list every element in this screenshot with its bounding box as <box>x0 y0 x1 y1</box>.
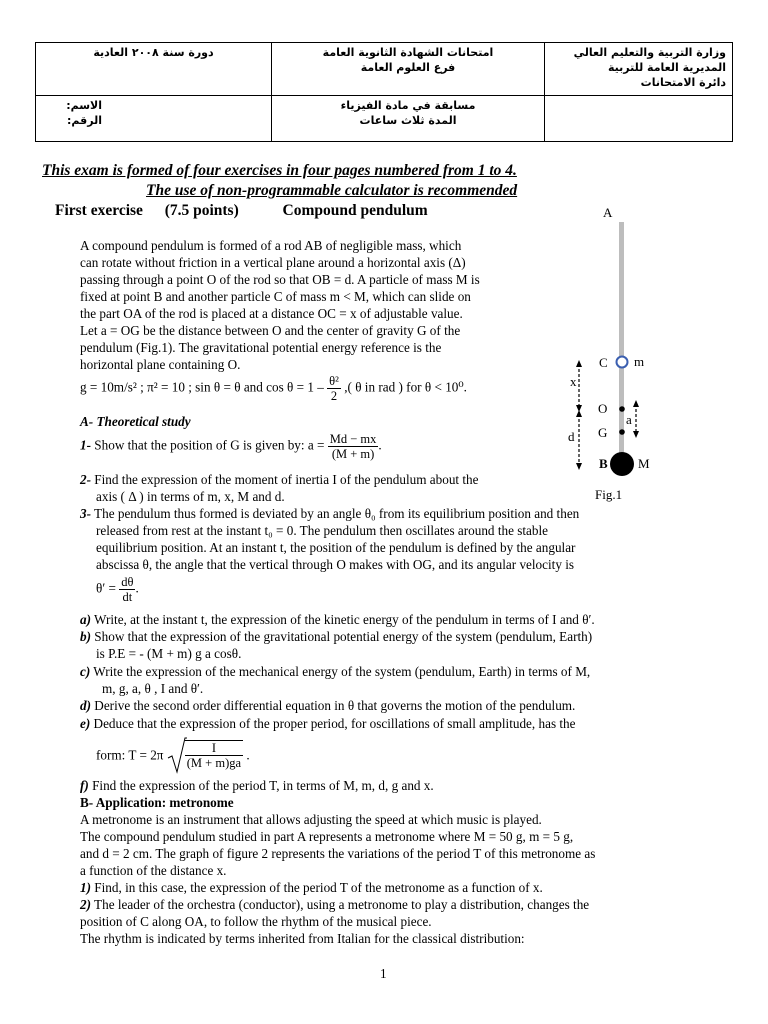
q-text: Show that the position of G is given by: a = <box>91 437 325 453</box>
theta-squared-fraction: $\frac{\text{θ²}}{2}$ <box>329 374 339 403</box>
label-c: C <box>599 355 608 370</box>
description-line: pendulum (Fig.1). The gravitational potential energy reference is the <box>80 340 442 355</box>
exercise-title <box>55 202 428 220</box>
session-cell <box>36 43 272 96</box>
exercise-number: First exercise <box>55 202 143 219</box>
question-a1: 1- Show that the position of G is given by: a = $\frac{Md - mx}{(M + m)}$ . <box>80 432 382 461</box>
page-number: 1 <box>380 966 387 981</box>
directorate-line: المديرية العامة للتربية <box>607 61 726 74</box>
exercise-name: Compound pendulum <box>282 202 428 219</box>
part-b-intro: A metronome is an instrument that allows adjusting the speed at which music is played. The compound pendulum studied in part A represents a metronome where M = 50 g, m = 5 g, and d = 2 cm. The graph of figure 2 represents the variations of the period T of this metronome as a function of the distance x. <box>80 812 596 878</box>
label-g: G <box>598 425 608 440</box>
q-label: 1- <box>80 437 91 453</box>
q-label: 3- <box>80 506 91 521</box>
description-line: can rotate without friction in a vertical plane around a horizontal axis (Δ) <box>80 255 466 270</box>
question-a3c: c) Write the expression of the mechanical energy of the system (pendulum, Earth) in terms of M, m, g, a, θ , I and θ′. <box>80 664 591 696</box>
particle-c <box>617 357 628 368</box>
label-x: x <box>570 374 577 389</box>
question-a3b: b) Show that the expression of the gravitational potential energy of the system (pendulum, Earth) is P.E = - (M + m) g a cosθ. <box>80 629 593 661</box>
description-line: the part OA of the rod is placed at a distance OC = x of adjustable value. <box>80 306 463 321</box>
description-line: passing through a point O of the rod so that OB = d. A particle of mass M is <box>80 272 480 287</box>
question-a3e: e) Deduce that the expression of the proper period, for oscillations of small amplitude, has the <box>80 716 576 731</box>
label-b: B <box>599 456 608 471</box>
figure-1 <box>560 200 760 510</box>
particle-m <box>610 452 634 476</box>
description-paragraph <box>80 237 480 373</box>
sqrt-icon <box>167 736 187 774</box>
period-formula: form: T = 2π $\frac{I}{(M + m)ga}$ . <box>96 736 250 774</box>
subject-line: مسابقة في مادة الفيزياء <box>340 98 476 112</box>
exercise-points: (7.5 points) <box>164 202 239 219</box>
a-fraction: $\frac{Md - mx}{(M + m)}$ <box>329 432 377 461</box>
question-a2: 2- Find the expression of the moment of inertia I of the pendulum about the axis ( Δ ) in terms of m, x, M and d. <box>80 472 479 504</box>
label-d: d <box>568 429 575 444</box>
figure-caption: Fig.1 <box>595 487 623 502</box>
exams-dept-line: دائرة الامتحانات <box>640 76 726 89</box>
angular-velocity-def: θ′ = $\frac{d\theta}{dt}$ . <box>96 575 139 604</box>
description-line: Let a = OG be the distance between O and the center of gravity G of the <box>80 323 461 338</box>
question-b1: 1) Find, in this case, the expression of the period T of the metronome as a function of x. <box>80 880 543 895</box>
intro-line-1: This exam is formed of four exercises in four pages numbered from 1 to 4. <box>42 162 517 179</box>
certificate-line: امتحانات الشهادة الثانوية العامة <box>322 46 494 59</box>
description-line: A compound pendulum is formed of a rod AB of negligible mass, which <box>80 238 462 253</box>
question-b2: 2) The leader of the orchestra (conductor), using a metronome to play a distribution, changes the position of C along OA, to follow the rhythm of the musical piece. The rhythm is indicated by terms inherited from Italian for the classical distribution: <box>80 897 590 946</box>
point-o <box>619 406 625 412</box>
candidate-cell <box>36 95 272 141</box>
ministry-line: وزارة التربية والتعليم العالي <box>573 46 726 59</box>
question-a3f: f) Find the expression of the period T, in terms of M, m, d, g and x. <box>80 778 434 793</box>
subject-cell <box>272 95 545 141</box>
label-o: O <box>598 401 608 416</box>
constants-part1: g = 10m/s² ; π² = 10 ; sin θ = θ and cos θ = 1 – <box>80 379 324 395</box>
number-label: الرقم: <box>67 113 102 127</box>
exam-header-table <box>35 42 733 142</box>
label-m-big: M <box>638 456 650 471</box>
blank-cell <box>545 95 733 141</box>
label-a-point: A <box>603 205 613 220</box>
duration-line: المدة ثلاث ساعات <box>359 113 457 127</box>
session-line: دورة سنة ٢٠٠٨ العادية <box>93 46 214 59</box>
label-a-dist: a <box>626 412 632 427</box>
exam-type-cell <box>272 43 545 96</box>
constants-line <box>80 374 467 403</box>
name-label: الاسم: <box>66 98 102 112</box>
branch-line: فرع العلوم العامة <box>360 61 456 74</box>
description-line: horizontal plane containing O. <box>80 357 241 372</box>
question-a3d: d) Derive the second order differential equation in θ that governs the motion of the pendulum. <box>80 698 576 713</box>
point-g <box>619 429 625 435</box>
question-a3: 3- The pendulum thus formed is deviated by an angle θ₀ from its equilibrium position and then released from rest at the instant t₀ = 0. The pendulum then oscillates around the stable equilibrium position. At an instant t, the position of the pendulum is defined by the angular abscissa θ, the angle that the vertical through O makes with OG, and its angular velocity is θ′ = $\frac{d\theta}{dt}$ . <box>80 506 580 604</box>
part-a-heading: A- Theoretical study <box>80 414 191 429</box>
label-m-small: m <box>634 354 645 369</box>
constants-part2: ,( θ in rad ) for θ < 10⁰. <box>344 379 467 395</box>
q-label: 2- <box>80 472 91 487</box>
part-b-heading: B- Application: metronome <box>80 795 234 810</box>
ministry-cell <box>545 43 733 96</box>
intro-line-2: The use of non-programmable calculator is recommended <box>146 182 518 199</box>
question-a3a: a) Write, at the instant t, the expression of the kinetic energy of the pendulum in terms of I and θ′. <box>80 612 595 627</box>
description-line: fixed at point B and another particle C of mass m < M, which can slide on <box>80 289 471 304</box>
